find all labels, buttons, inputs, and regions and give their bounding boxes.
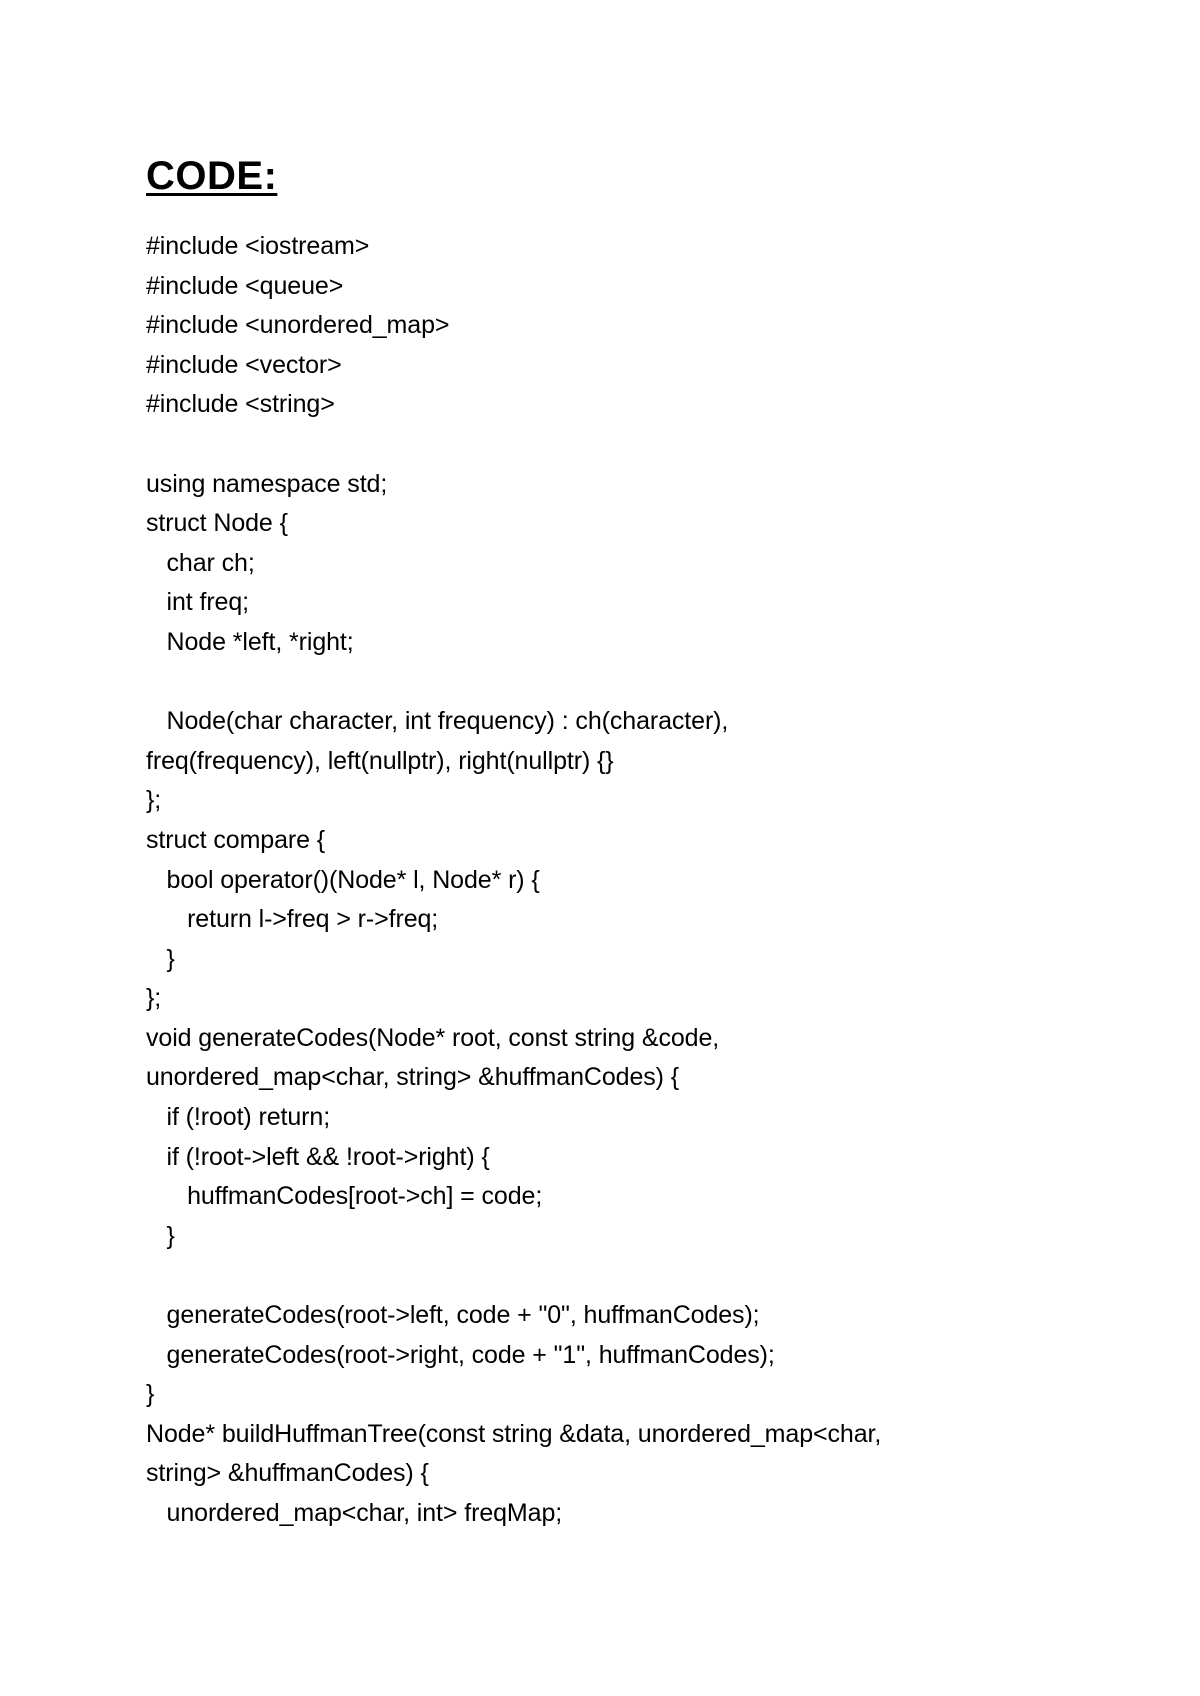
code-line: struct compare { bbox=[146, 825, 326, 854]
code-line: string> &huffmanCodes) { bbox=[146, 1459, 429, 1488]
code-line: } bbox=[146, 944, 175, 973]
code-line: char ch; bbox=[146, 548, 255, 577]
code-line: unordered_map<char, int> freqMap; bbox=[146, 1499, 563, 1527]
code-line: using namespace std; bbox=[146, 469, 388, 498]
code-line: bool operator()(Node* l, Node* r) { bbox=[146, 865, 540, 894]
page-heading: CODE: bbox=[146, 154, 278, 198]
code-line: int freq; bbox=[146, 588, 250, 617]
code-line: #include <queue> bbox=[146, 271, 344, 300]
code-line: } bbox=[146, 1380, 155, 1409]
code-line: #include <string> bbox=[146, 390, 335, 419]
code-line: } bbox=[146, 1221, 175, 1250]
code-line bbox=[146, 663, 1106, 703]
code-line: generateCodes(root->left, code + "0", huffmanCodes); bbox=[146, 1301, 760, 1330]
code-line: if (!root->left && !root->right) { bbox=[146, 1142, 490, 1171]
code-line bbox=[146, 425, 1106, 465]
code-line: if (!root) return; bbox=[146, 1103, 331, 1132]
code-line bbox=[146, 1256, 1106, 1296]
code-line: }; bbox=[146, 984, 162, 1013]
code-line: Node *left, *right; bbox=[146, 627, 354, 656]
code-line: freq(frequency), left(nullptr), right(nullptr) {} bbox=[146, 746, 614, 775]
code-line: Node* buildHuffmanTree(const string &data, unordered_map<char, bbox=[146, 1419, 882, 1448]
code-line: struct Node { bbox=[146, 509, 288, 538]
code-line: huffmanCodes[root->ch] = code; bbox=[146, 1182, 543, 1211]
code-line: #include <unordered_map> bbox=[146, 311, 450, 340]
code-line: #include <vector> bbox=[146, 350, 342, 379]
code-line: unordered_map<char, string> &huffmanCodes) { bbox=[146, 1063, 679, 1092]
code-block bbox=[146, 227, 1106, 1534]
code-line: generateCodes(root->right, code + "1", huffmanCodes); bbox=[146, 1340, 775, 1369]
code-line: #include <iostream> bbox=[146, 232, 370, 260]
code-line: void generateCodes(Node* root, const string &code, bbox=[146, 1023, 720, 1052]
code-line: return l->freq > r->freq; bbox=[146, 905, 439, 934]
code-line: }; bbox=[146, 786, 162, 815]
code-line: Node(char character, int frequency) : ch(character), bbox=[146, 707, 729, 736]
